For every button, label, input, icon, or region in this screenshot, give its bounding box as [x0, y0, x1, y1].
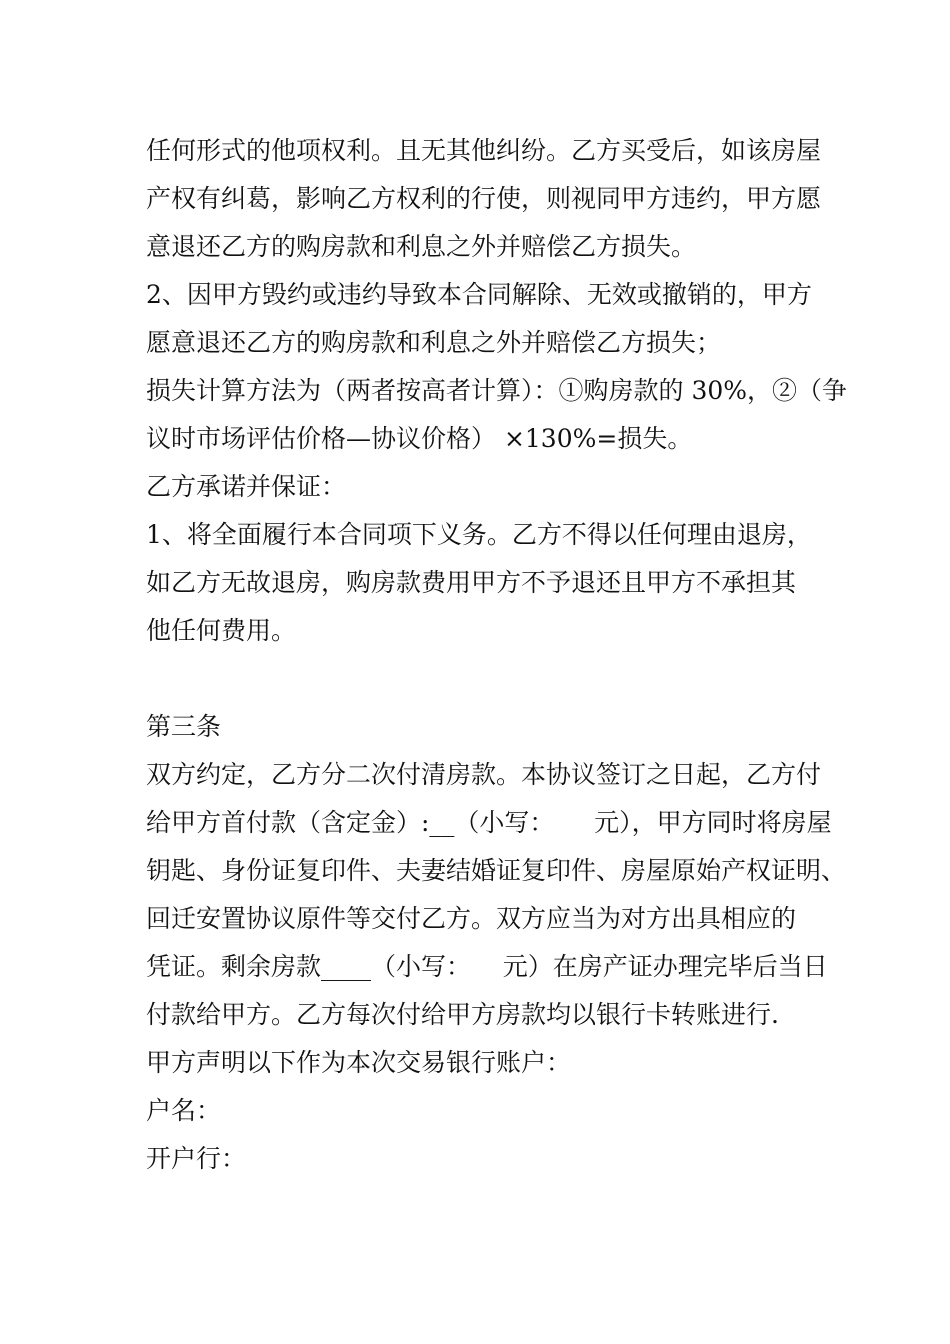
bank-branch-field: 开户行： [146, 1144, 247, 1173]
account-name-field: 户名： [146, 1096, 222, 1125]
buyer-commitment-heading: 乙方承诺并保证： [146, 472, 347, 501]
payment-terms-line: 付款给甲方。乙方每次付给甲方房款均以银行卡转账进行. [146, 1000, 779, 1029]
loss-calculation-line: 损失计算方法为（两者按高者计算）：①购房款的 30%，②（争 [146, 376, 848, 405]
paragraph-line: 任何形式的他项权利。且无其他纠纷。乙方买受后，如该房屋 [146, 136, 822, 165]
payment-terms-line: 双方约定，乙方分二次付清房款。本协议签订之日起，乙方付 [146, 760, 822, 789]
clause-line: 如乙方无故退房，购房款费用甲方不予退还且甲方不承担其 [146, 568, 797, 597]
loss-calculation-line: 议时市场评估价格—协议价格） ×130%=损失。 [146, 424, 693, 453]
clause-line: 2、因甲方毁约或违约导致本合同解除、无效或撤销的，甲方 [146, 280, 812, 309]
paragraph-line: 意退还乙方的购房款和利息之外并赔偿乙方损失。 [146, 232, 697, 261]
payment-terms-line: 给甲方首付款（含定金）:__（小写： 元），甲方同时将房屋 [146, 808, 832, 837]
section-heading: 第三条 [146, 712, 222, 741]
bank-account-heading: 甲方声明以下作为本次交易银行账户： [146, 1048, 572, 1077]
payment-terms-line: 凭证。剩余房款____（小写： 元）在房产证办理完毕后当日 [146, 952, 828, 981]
clause-line: 他任何费用。 [146, 616, 297, 645]
paragraph-line: 产权有纠葛，影响乙方权利的行使，则视同甲方违约，甲方愿 [146, 184, 822, 213]
clause-line: 愿意退还乙方的购房款和利息之外并赔偿乙方损失； [146, 328, 722, 357]
payment-terms-line: 钥匙、身份证复印件、夫妻结婚证复印件、房屋原始产权证明、 [146, 856, 847, 885]
section-gap [146, 655, 826, 703]
contract-body [146, 127, 848, 1183]
payment-terms-line: 回迁安置协议原件等交付乙方。双方应当为对方出具相应的 [146, 904, 797, 933]
clause-line: 1、将全面履行本合同项下义务。乙方不得以任何理由退房， [146, 520, 812, 549]
